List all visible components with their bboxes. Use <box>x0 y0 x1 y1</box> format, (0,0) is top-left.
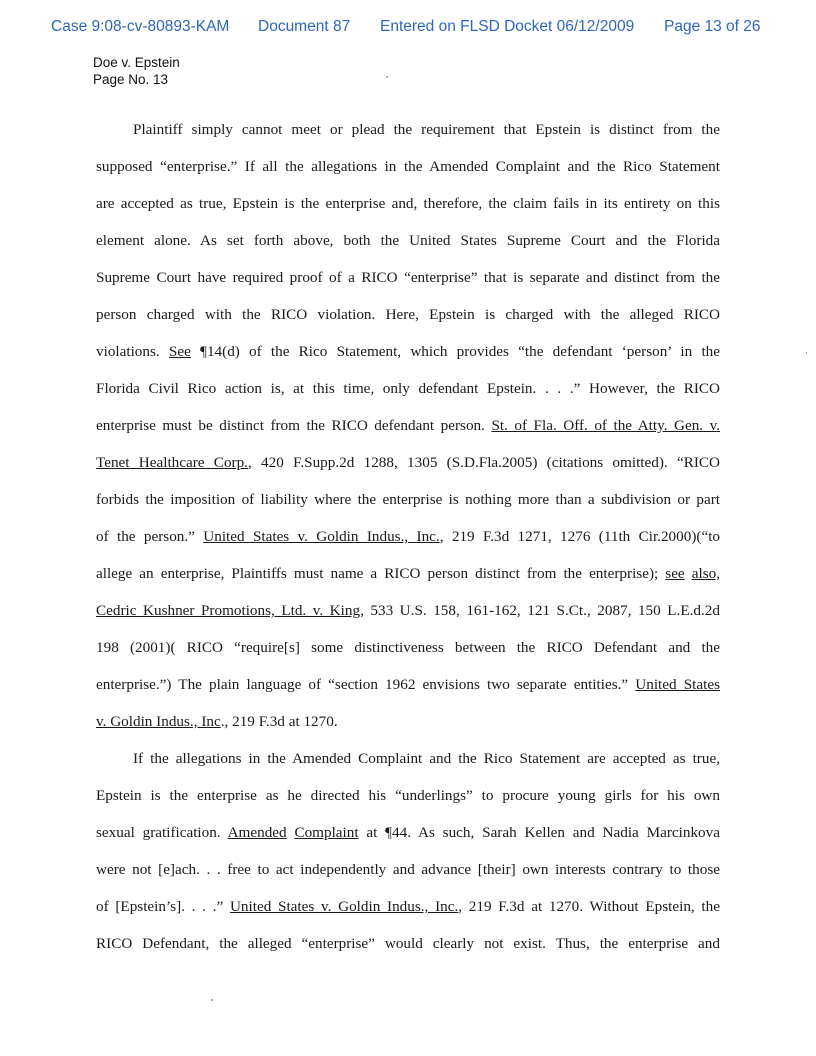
text-line <box>96 155 720 192</box>
line-text: RICO Defendant, the alleged “enterprise” would clearly not exist. Thus, the enterprise and <box>96 935 720 952</box>
text-line <box>96 525 720 562</box>
text-line <box>96 488 720 525</box>
line-text: of the person.” <box>96 528 204 545</box>
text-line <box>96 636 720 673</box>
docket-case-number: Case 9:08-cv-80893-KAM <box>51 18 230 35</box>
text-line <box>96 784 720 821</box>
line-text: , 533 U.S. 158, 161-162, 121 S.Ct., 2087, 150 L.E.d.2d <box>360 602 720 619</box>
case-caption <box>93 54 180 88</box>
text-line <box>96 451 720 488</box>
line-text: Florida Civil Rico action is, at this time, only defendant Epstein. . . .” However, the RICO <box>96 380 720 397</box>
document-body <box>96 118 720 969</box>
citation-text: United States <box>635 676 720 693</box>
text-line <box>96 747 720 784</box>
line-text: Plaintiff simply cannot meet or plead the requirement that Epstein is distinct from the <box>133 121 720 138</box>
line-text: are accepted as true, Epstein is the enterprise and, therefore, the claim fails in its entirety on this <box>96 195 720 212</box>
line-text: forbids the imposition of liability where the enterprise is nothing more than a subdivision or part <box>96 491 720 508</box>
line-text: , 420 F.Supp.2d 1288, 1305 (S.D.Fla.2005) (citations omitted). “RICO <box>247 454 720 471</box>
line-text <box>685 565 692 582</box>
citation-text: Tenet Healthcare Corp. <box>96 454 248 471</box>
scan-speck <box>211 999 213 1001</box>
text-line <box>96 821 720 858</box>
docket-page-count: Page 13 of 26 <box>664 18 761 35</box>
citation-text: United States v. Goldin Indus., Inc. <box>229 898 459 915</box>
text-line <box>96 858 720 895</box>
line-text: allege an enterprise, Plaintiffs must name a RICO person distinct from the enterprise); <box>96 565 666 582</box>
line-text: , 219 F.3d 1271, 1276 (11th Cir.2000)(“to <box>439 528 721 545</box>
text-line <box>96 599 720 636</box>
line-text: were not [e]ach. . . free to act independently and advance [their] own interests contrary to those <box>96 861 720 878</box>
text-line <box>96 895 720 932</box>
line-text: If the allegations in the Amended Complaint and the Rico Statement are accepted as true, <box>133 750 720 767</box>
text-line <box>96 414 720 451</box>
text-line <box>96 118 720 155</box>
line-text: Epstein is the enterprise as he directed his “underlings” to procure young girls for his own <box>96 787 720 804</box>
line-text: , 219 F.3d at 1270. Without Epstein, the <box>458 898 720 915</box>
text-line <box>96 192 720 229</box>
line-text: enterprise must be distinct from the RICO defendant person. <box>96 417 492 434</box>
citation-text: see <box>665 565 685 582</box>
line-text: enterprise.”) The plain language of “section 1962 envisions two separate entities.” <box>96 676 636 693</box>
citation-text: Amended <box>227 824 287 841</box>
scan-speck <box>806 352 807 354</box>
line-text: person charged with the RICO violation. Here, Epstein is charged with the alleged RICO <box>96 306 720 323</box>
citation-text: v. Goldin Indus., Inc <box>96 713 221 730</box>
caption-title: Doe v. Epstein <box>93 55 180 70</box>
citation-text: United States v. Goldin Indus., Inc. <box>203 528 440 545</box>
citation-text: Cedric Kushner Promotions, Ltd. v. King <box>96 602 361 619</box>
line-text: of [Epstein’s]. . . .” <box>96 898 230 915</box>
docket-document-number: Document 87 <box>258 18 351 35</box>
line-text: Supreme Court have required proof of a RICO “enterprise” that is separate and distinct from the <box>96 269 720 286</box>
text-line <box>96 932 720 969</box>
line-text: sexual gratification. <box>96 824 228 841</box>
citation-text: also, <box>691 565 721 582</box>
text-line <box>96 562 720 599</box>
citation-text: See <box>168 343 191 360</box>
text-line <box>96 710 720 747</box>
text-line <box>96 303 720 340</box>
citation-text: St. of Fla. Off. of the Atty. Gen. v. <box>491 417 720 434</box>
line-text: ¶14(d) of the Rico Statement, which provides “the defendant ‘person’ in the <box>190 343 721 360</box>
citation-text: Complaint <box>294 824 359 841</box>
text-line <box>96 673 720 710</box>
docket-header <box>0 18 816 38</box>
caption-page-number: Page No. 13 <box>93 72 169 87</box>
line-text: at ¶44. As such, Sarah Kellen and Nadia Marcinkova <box>358 824 720 841</box>
line-text: ., 219 F.3d at 1270. <box>220 713 338 730</box>
text-line <box>96 229 720 266</box>
docket-entered-date: Entered on FLSD Docket 06/12/2009 <box>380 18 635 35</box>
scan-speck <box>386 76 388 78</box>
line-text: element alone. As set forth above, both the United States Supreme Court and the Florida <box>96 232 720 249</box>
text-line <box>96 340 720 377</box>
text-line <box>96 377 720 414</box>
line-text: 198 (2001)( RICO “require[s] some distinctiveness between the RICO Defendant and the <box>96 639 720 656</box>
line-text: supposed “enterprise.” If all the allegations in the Amended Complaint and the Rico Statement <box>96 158 720 175</box>
text-line <box>96 266 720 303</box>
line-text: violations. <box>96 343 169 360</box>
